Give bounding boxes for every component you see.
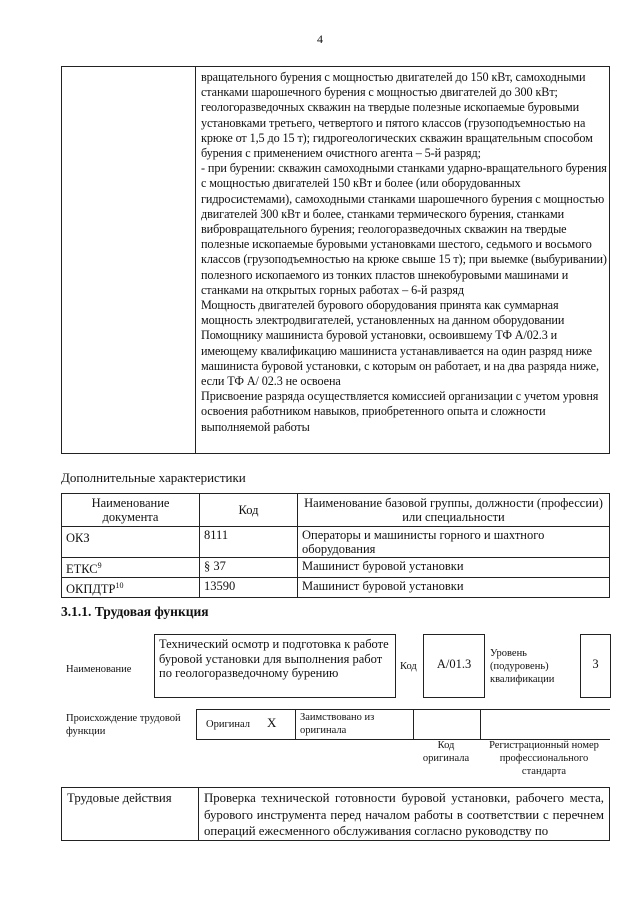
doc-cell	[62, 578, 200, 598]
header-code: Код	[200, 494, 298, 527]
qualification-paragraph: Помощнику машиниста буровой установки, освоившему ТФ А/02.3 и имеющему квалификацию машиниста устанавливается на один разряд ниже машиниста буровой установки, с которым он работает, и на два разряда ниже, если ТФ А/ 02.3 не освоена	[201, 328, 599, 389]
header-group-name: Наименование базовой группы, должности (профессии) или специальности	[298, 494, 610, 527]
function-name-box	[154, 634, 396, 698]
doc-name: ЕТКС	[66, 562, 98, 577]
qualification-paragraph: Присвоение разряда осуществляется комиссией организации с учетом уровня освоения работником навыков, приобретенного опыта и сложности выполняемой работы	[201, 389, 599, 434]
doc-name: ОКПДТР	[66, 582, 116, 597]
group-name-cell: Машинист буровой установки	[298, 558, 610, 578]
actions-label: Трудовые действия	[62, 788, 199, 841]
actions-text: Проверка технической готовности буровой установки, рабочего места, бурового инструмента перед началом работы в соответствии с перечнем операций ежесменного обслуживания согласно руководству по	[199, 788, 610, 841]
footnote-ref: 10	[115, 581, 124, 591]
origin-divider	[413, 710, 414, 739]
original-mark: X	[267, 715, 277, 730]
level-label: Уровень (подуровень) квалификации	[490, 648, 555, 685]
function-code: А/01.3	[436, 657, 472, 671]
additional-title: Дополнительные характеристики	[61, 470, 246, 485]
code-cell: 8111	[200, 527, 298, 558]
section-title: 3.1.1. Трудовая функция	[61, 604, 209, 619]
doc-cell	[62, 527, 200, 558]
qualification-paragraph: вращательного бурения с мощностью двигателей до 150 кВт, самоходными станками шарошечного бурения с мощностью двигателей до 300 кВт; геологоразведочных скважин на твердые полезные ископаемые буровыми установками третьего, четвертого и пятого классов (грузоподъемностью на крюке от 1,5 до 15 т); гидрогеологических скважин вращательным способом бурения с применением очистного агента – 5-й разряд;	[201, 70, 593, 161]
code-cell: § 37	[200, 558, 298, 578]
table-row	[62, 527, 610, 558]
code-cell: 13590	[200, 578, 298, 598]
actions-table	[61, 787, 610, 841]
code-original-caption: Код оригинала	[422, 740, 470, 764]
qualification-paragraph: - при бурении: скважин самоходными станками ударно-вращательного бурения с мощностью двигателей 150 кВт и более (или оборудованных гидросистемами), самоходными станками шарошечного бурения с мощностью двигателей 300 кВт и более, станками термического бурения, станками вибровращательного бурения; геологоразведочных скважин на твердые полезные ископаемые буровыми установками шестого, седьмого и восьмого классов (грузоподъемностью на крюке свыше 15 т); при выемке (выбуривании) полезного ископаемого из тонких пластов шнекобуровыми машинами и станками на открытых горных работах – 6-й разряд	[201, 161, 607, 297]
footnote-ref: 9	[97, 561, 102, 570]
group-name-cell: Машинист буровой установки	[298, 578, 610, 598]
table-row	[62, 558, 610, 578]
origin-row	[196, 709, 610, 740]
borrowed-label: Заимствовано из оригинала	[300, 712, 375, 736]
origin-divider	[480, 710, 481, 739]
function-code-box	[423, 634, 485, 698]
table-row	[62, 578, 610, 598]
qualification-text-cell	[196, 67, 610, 454]
original-label: Оригинал	[206, 719, 250, 730]
reg-number-caption: Регистрационный номер профессионального стандарта	[489, 740, 599, 777]
additional-table	[61, 493, 610, 598]
origin-divider	[295, 710, 296, 739]
qualification-paragraph: Мощность двигателей бурового оборудования принята как суммарная мощность электродвигателей, установленных на данном оборудовании	[201, 298, 565, 328]
group-name-cell: Операторы и машинисты горного и шахтного оборудования	[298, 527, 610, 558]
qualification-table	[61, 66, 610, 454]
name-label: Наименование	[66, 664, 132, 675]
origin-label: Происхождение трудовой функции	[66, 713, 181, 737]
code-label: Код	[400, 661, 417, 672]
doc-cell	[62, 558, 200, 578]
header-doc-name: Наименование документа	[62, 494, 200, 527]
level-box	[580, 634, 611, 698]
level-value: 3	[592, 657, 599, 671]
qualification-left-cell	[62, 67, 196, 454]
doc-name: ОКЗ	[66, 531, 90, 546]
function-name: Технический осмотр и подготовка к работе буровой установки для выполнения работ по геологоразведочному бурению	[159, 637, 389, 680]
page-number: 4	[317, 32, 323, 46]
